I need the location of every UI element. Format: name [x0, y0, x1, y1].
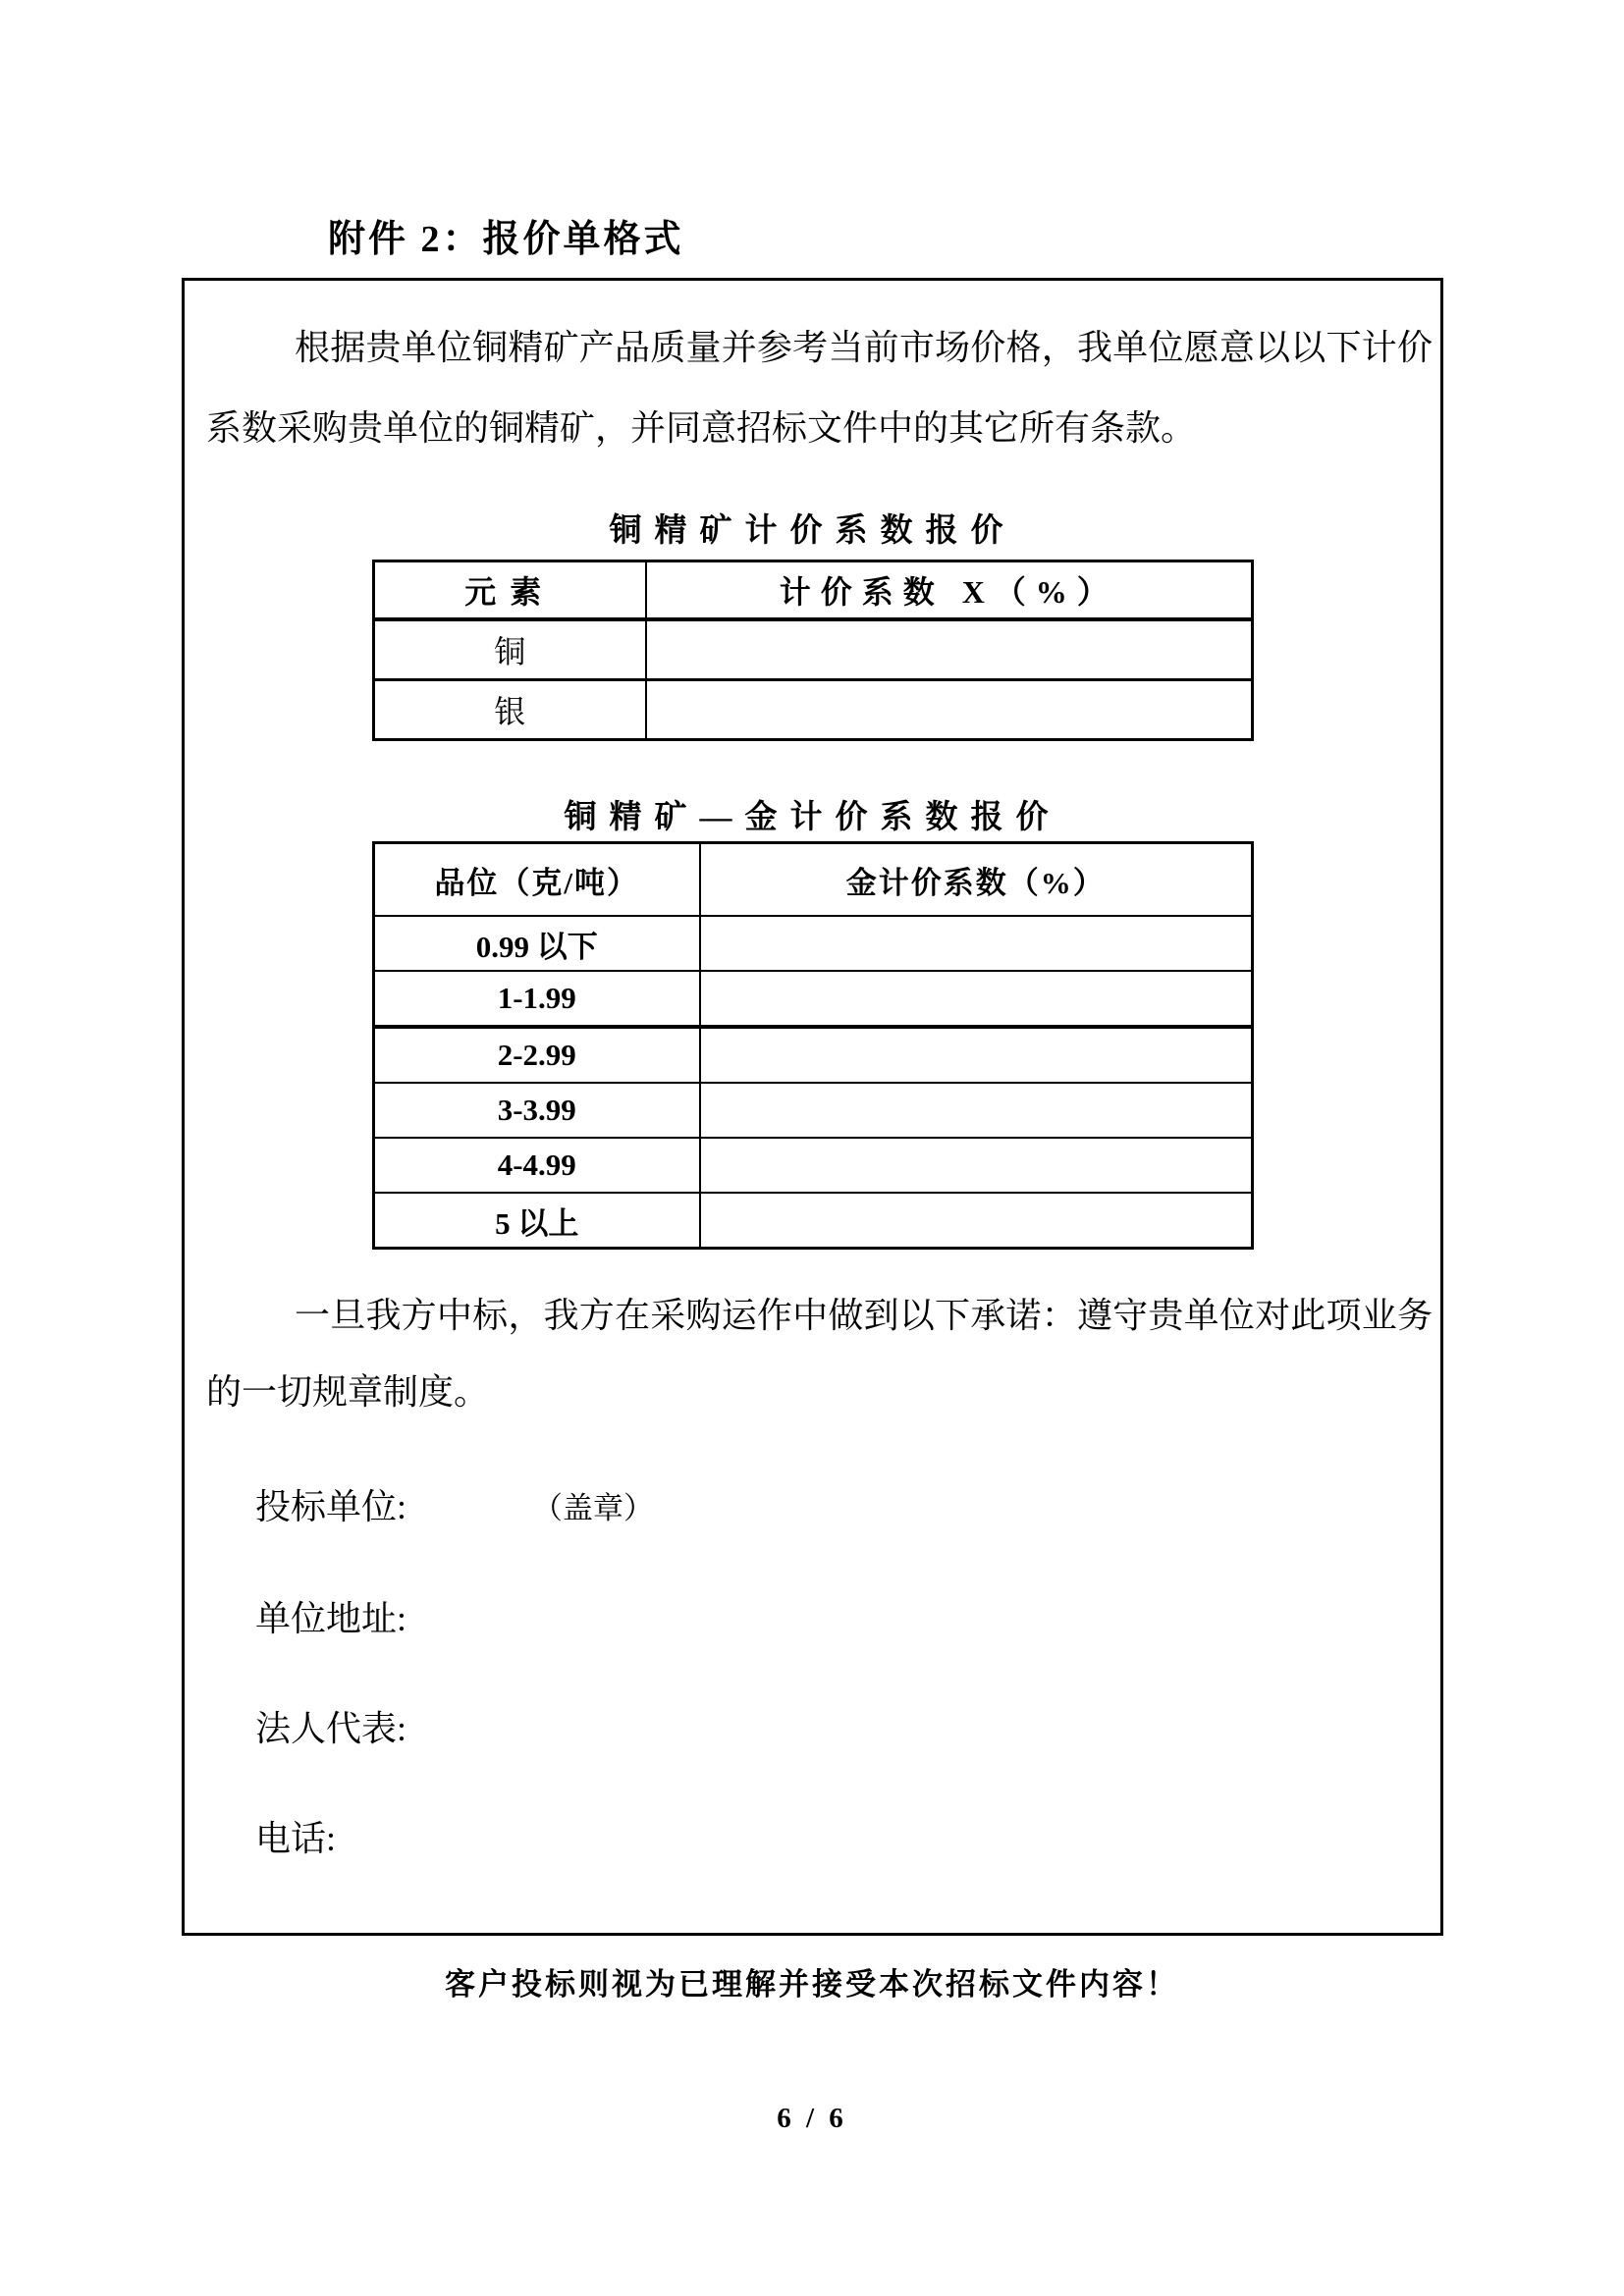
- table2-value-cell: [700, 1027, 1252, 1083]
- table1-header-coefficient: 计价系数 X（%）: [646, 561, 1252, 620]
- table1-row-label-silver: 银: [373, 680, 646, 740]
- field-legal-representative-label: 法人代表:: [255, 1709, 407, 1748]
- commitment-paragraph: 一旦我方中标，我方在采购运作中做到以下承诺：遵守贵单位对此项业务的一切规章制度。: [206, 1296, 1433, 1412]
- footer-note: 客户投标则视为已理解并接受本次招标文件内容！: [445, 1967, 1179, 2002]
- table2-header-coefficient: 金计价系数（%）: [700, 843, 1252, 917]
- field-bidder-unit: [255, 1485, 1440, 1530]
- field-unit-address-label: 单位地址:: [255, 1599, 407, 1638]
- table-row: [373, 1193, 1252, 1249]
- table1-row-label-copper: 铜: [373, 619, 646, 680]
- table-row: [373, 971, 1252, 1027]
- gold-coefficient-table: [372, 841, 1254, 1250]
- table-row: [373, 1027, 1252, 1083]
- table-row: [373, 1083, 1252, 1138]
- field-bidder-unit-label: 投标单位:: [255, 1487, 407, 1526]
- table-header-row: [373, 561, 1252, 620]
- field-seal-hint: （盖章）: [532, 1491, 655, 1525]
- copper-coefficient-table-title: 铜精矿计价系数报价: [609, 513, 1016, 549]
- table2-row-label-1-199: 1-1.99: [373, 971, 700, 1027]
- table1-copper-value-cell: [646, 619, 1252, 680]
- gold-coefficient-table-title: 铜精矿—金计价系数报价: [564, 800, 1061, 835]
- field-phone-label: 电话:: [255, 1819, 337, 1858]
- table-header-row: [373, 843, 1252, 917]
- table-row: [373, 619, 1252, 680]
- copper-coefficient-table: [372, 560, 1254, 741]
- table2-row-label-above-5: 5 以上: [373, 1193, 700, 1249]
- field-phone: [255, 1817, 1440, 1860]
- table2-value-cell: [700, 1083, 1252, 1138]
- quotation-form-box: [182, 278, 1443, 1936]
- table2-value-cell: [700, 971, 1252, 1027]
- intro-paragraph: 根据贵单位铜精矿产品质量并参考当前市场价格，我单位愿意以以下计价系数采购贵单位的铜精矿，并同意招标文件中的其它所有条款。: [206, 328, 1433, 448]
- table-row: [373, 916, 1252, 971]
- table2-value-cell: [700, 1193, 1252, 1249]
- field-unit-address: [255, 1597, 1440, 1640]
- table2-row-label-2-299: 2-2.99: [373, 1027, 700, 1083]
- table2-value-cell: [700, 916, 1252, 971]
- table-row: [373, 680, 1252, 740]
- table1-silver-value-cell: [646, 680, 1252, 740]
- table2-value-cell: [700, 1138, 1252, 1193]
- table2-header-grade: 品位（克/吨）: [373, 843, 700, 917]
- page-number: 6 / 6: [777, 2103, 847, 2134]
- signature-fields: [185, 1485, 1440, 1860]
- table2-row-label-3-399: 3-3.99: [373, 1083, 700, 1138]
- field-legal-representative: [255, 1707, 1440, 1750]
- table2-row-label-4-499: 4-4.99: [373, 1138, 700, 1193]
- attachment-title: 附件 2：报价单格式: [328, 219, 684, 260]
- table-row: [373, 1138, 1252, 1193]
- table2-row-label-below-099: 0.99 以下: [373, 916, 700, 971]
- table1-header-element: 元素: [373, 561, 646, 620]
